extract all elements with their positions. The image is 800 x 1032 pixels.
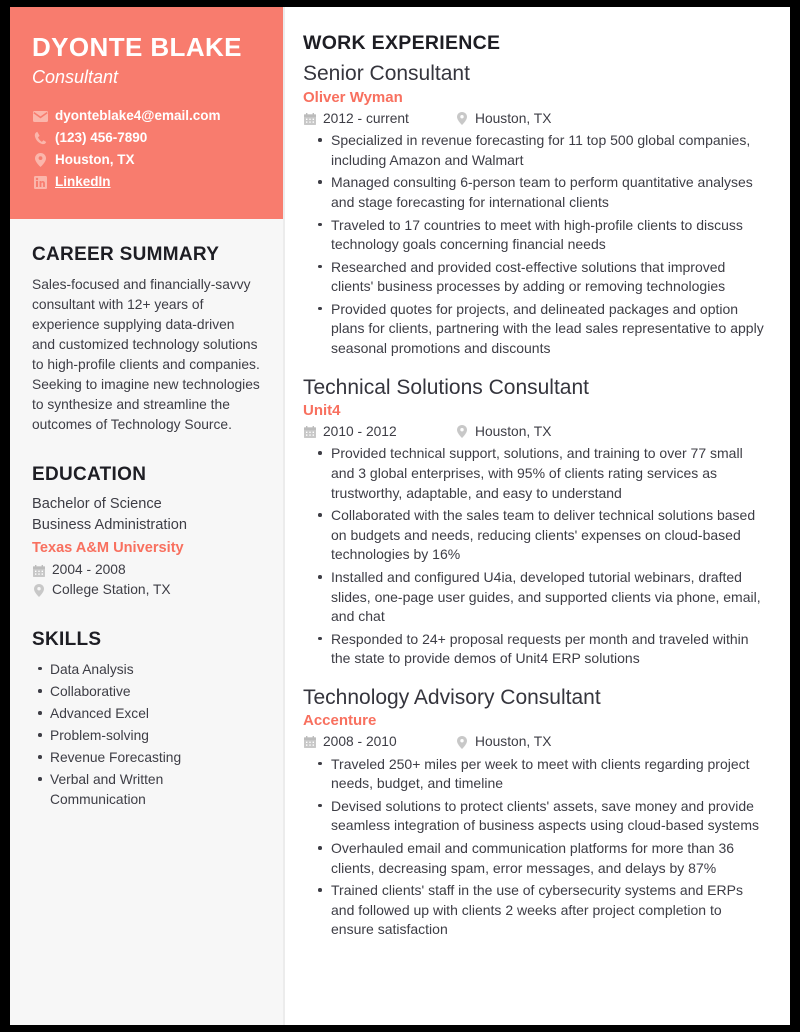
list-item: Researched and provided cost-effective solutions that improved clients' business processes by adding or removing technologies	[331, 258, 768, 297]
job-entry	[303, 685, 768, 940]
list-item: Specialized in revenue forecasting for 11 top 500 global companies, including Amazon and Walmart	[331, 131, 768, 170]
list-item: Responded to 24+ proposal requests per month and traveled within the state to provide demos of Unit4 ERP solutions	[331, 630, 768, 669]
job-company: Unit4	[303, 401, 341, 419]
contact-item-location	[32, 151, 261, 170]
job-dates-cell	[303, 733, 455, 751]
contact-item-email[interactable]	[32, 107, 261, 126]
education-school: Texas A&M University	[32, 539, 184, 556]
map-pin-icon	[32, 584, 45, 597]
list-item: Traveled 250+ miles per week to meet with clients regarding project needs, budget, and timeline	[331, 755, 768, 794]
calendar-icon	[32, 565, 45, 577]
map-pin-icon	[32, 153, 48, 167]
list-item: Verbal and Written Communication	[50, 770, 261, 809]
career-summary-text: Sales-focused and financially-savvy consultant with 12+ years of experience supplying data-driven and customized technology solutions to high-profile clients and companies. Seeking to imagine new technologies to synthesize and streamline the outcomes of Technology Source.	[32, 276, 260, 432]
career-summary-section	[10, 245, 283, 435]
job-title: Technology Advisory Consultant	[303, 685, 601, 709]
sidebar	[10, 7, 283, 1025]
contact-item-linkedin[interactable]	[32, 173, 261, 192]
job-dates-cell	[303, 423, 455, 441]
education-location: College Station, TX	[52, 582, 171, 598]
job-title: Technical Solutions Consultant	[303, 375, 590, 399]
envelope-icon	[32, 111, 48, 122]
list-item: Data Analysis	[50, 660, 261, 680]
resume-sheet	[10, 7, 790, 1025]
job-meta	[303, 109, 768, 128]
contact-email-text: dyonteblake4@email.com	[55, 108, 221, 124]
skills-list	[32, 660, 261, 810]
job-meta	[303, 733, 768, 752]
education-section	[10, 465, 283, 600]
job-entry	[303, 61, 768, 358]
job-title: Senior Consultant	[303, 62, 470, 86]
education-field: Business Administration	[32, 517, 187, 534]
job-dates: 2010 - 2012	[323, 423, 397, 439]
main-column	[285, 7, 790, 1025]
job-location-cell	[455, 110, 551, 128]
contact-location-text: Houston, TX	[55, 152, 135, 168]
candidate-name: DYONTE BLAKE	[32, 32, 242, 62]
list-item: Provided quotes for projects, and delineated packages and option plans for clients, partnering with the lead sales representative to apply seasonal promotions and discounts	[331, 300, 768, 359]
job-dates: 2008 - 2010	[323, 734, 397, 750]
list-item: Provided technical support, solutions, and training to over 77 small and 3 global enterprises, with 95% of clients rating services as trustworthy, adaptable, and easy to understand	[331, 444, 768, 503]
education-heading: EDUCATION	[32, 463, 147, 485]
list-item: Collaborated with the sales team to deliver technical solutions based on budgets and needs, reducing clients' expenses on cloud-based technologies by 16%	[331, 506, 768, 565]
job-bullets	[303, 755, 768, 940]
contact-list	[32, 107, 261, 192]
job-meta	[303, 422, 768, 441]
job-location: Houston, TX	[475, 423, 552, 439]
education-degree: Bachelor of Science	[32, 496, 162, 513]
map-pin-icon	[455, 425, 468, 438]
linkedin-icon	[32, 176, 48, 189]
job-dates-cell	[303, 110, 455, 128]
phone-icon	[32, 131, 48, 145]
list-item: Revenue Forecasting	[50, 748, 261, 768]
education-dates-row	[32, 561, 261, 580]
education-location-row	[32, 581, 261, 600]
job-entry	[303, 375, 768, 669]
job-location: Houston, TX	[475, 734, 552, 750]
job-company: Oliver Wyman	[303, 88, 403, 106]
calendar-icon	[303, 426, 316, 438]
list-item: Overhauled email and communication platforms for more than 36 clients, decreasing spam, error messages, and delays by 87%	[331, 839, 768, 878]
map-pin-icon	[455, 112, 468, 125]
contact-phone-text: (123) 456-7890	[55, 130, 148, 146]
list-item: Traveled to 17 countries to meet with high-profile clients to discuss technology goals concerning financial needs	[331, 216, 768, 255]
list-item: Installed and configured U4ia, developed tutorial webinars, drafted slides, one-page user guides, and supported clients via phone, email, and chat	[331, 568, 768, 627]
list-item: Advanced Excel	[50, 704, 261, 724]
list-item: Trained clients' staff in the use of cybersecurity systems and ERPs and followed up with clients 2 weeks after project completion to ensure satisfaction	[331, 881, 768, 940]
job-bullets	[303, 131, 768, 359]
job-location-cell	[455, 733, 551, 751]
list-item: Managed consulting 6-person team to perform quantitative analyses and stage forecasting for international clients	[331, 173, 768, 212]
contact-item-phone[interactable]	[32, 129, 261, 148]
identity-block	[10, 7, 283, 219]
job-bullets	[303, 444, 768, 669]
job-location: Houston, TX	[475, 110, 552, 126]
calendar-icon	[303, 113, 316, 125]
skills-section	[10, 630, 283, 809]
list-item: Collaborative	[50, 682, 261, 702]
candidate-role: Consultant	[32, 67, 119, 88]
list-item: Problem-solving	[50, 726, 261, 746]
list-item: Devised solutions to protect clients' assets, save money and provide seamless integration of business aspects using cloud-based systems	[331, 797, 768, 836]
skills-heading: SKILLS	[32, 629, 102, 651]
job-company: Accenture	[303, 712, 377, 730]
education-dates: 2004 - 2008	[52, 562, 126, 578]
contact-linkedin-text[interactable]: LinkedIn	[55, 174, 111, 190]
map-pin-icon	[455, 736, 468, 749]
calendar-icon	[303, 736, 316, 748]
job-dates: 2012 - current	[323, 110, 409, 126]
work-experience-heading: WORK EXPERIENCE	[303, 32, 501, 54]
job-location-cell	[455, 423, 551, 441]
career-summary-heading: CAREER SUMMARY	[32, 243, 220, 265]
